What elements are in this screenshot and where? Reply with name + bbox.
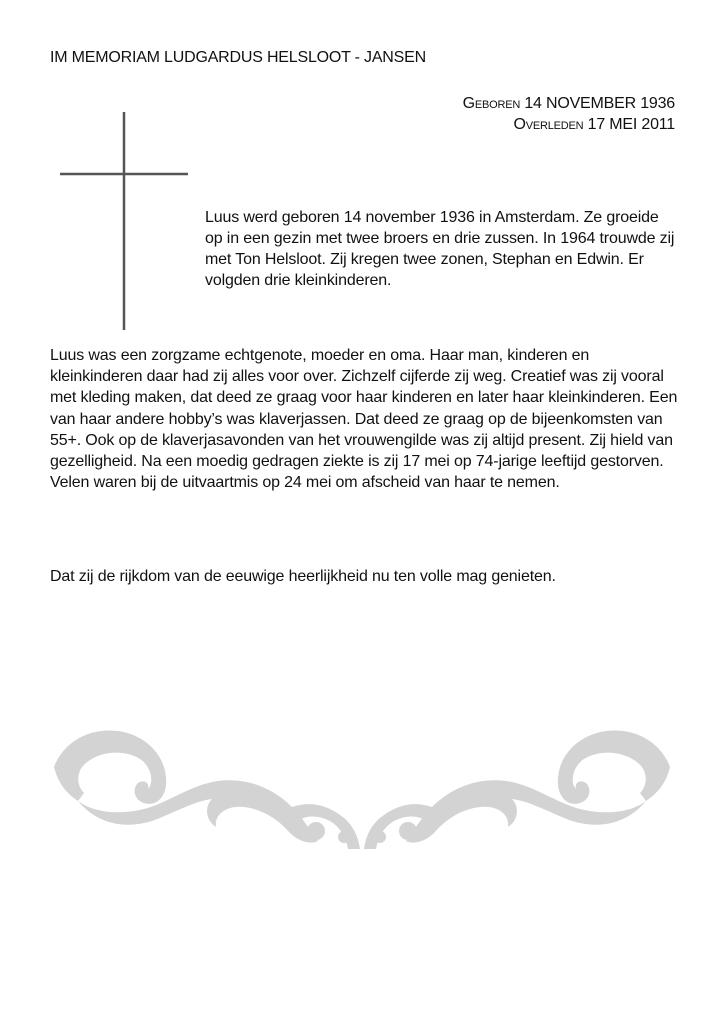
death-line	[463, 114, 675, 135]
intro-paragraph: Luus werd geboren 14 november 1936 in Amsterdam. Ze groeide op in een gezin met twee broers en drie zussen. In 1964 trouwde zij met Ton Helsloot. Zij kregen twee zonen, Stephan en Edwin. Er volgden drie kleinkinderen.	[205, 209, 675, 289]
death-label: Overleden	[513, 116, 584, 133]
page-title: IM MEMORIAM LUDGARDUS HELSLOOT - JANSEN	[50, 49, 426, 66]
closing-line: Dat zij de rijkdom van de eeuwige heerlijkheid nu ten volle mag genieten.	[50, 568, 556, 585]
scroll-ornament-icon	[48, 705, 676, 855]
death-date: 17 MEI 2011	[587, 116, 675, 133]
cross-icon	[58, 110, 190, 332]
birth-line	[463, 93, 675, 114]
birth-date: 14 NOVEMBER 1936	[524, 95, 675, 112]
birth-label: Geboren	[462, 95, 521, 112]
dates-block	[463, 93, 675, 135]
main-paragraph: Luus was een zorgzame echtgenote, moeder en oma. Haar man, kinderen en kleinkinderen daar had zij alles voor over. Zichzelf cijferde zij weg. Creatief was zij vooral met kleding maken, dat deed ze graag voor haar kinderen en later haar kleinkinderen. Een van haar andere hobby’s was klaverjassen. Dat deed ze graag op de bijeenkomsten van 55+. Ook op de klaverjasavonden van het vrouwengilde was zij altijd present. Zij hield van gezelligheid. Na een moedig gedragen ziekte is zij 17 mei op 74-jarige leeftijd gestorven. Velen waren bij de uitvaartmis op 24 mei om afscheid van haar te nemen.	[50, 347, 678, 492]
